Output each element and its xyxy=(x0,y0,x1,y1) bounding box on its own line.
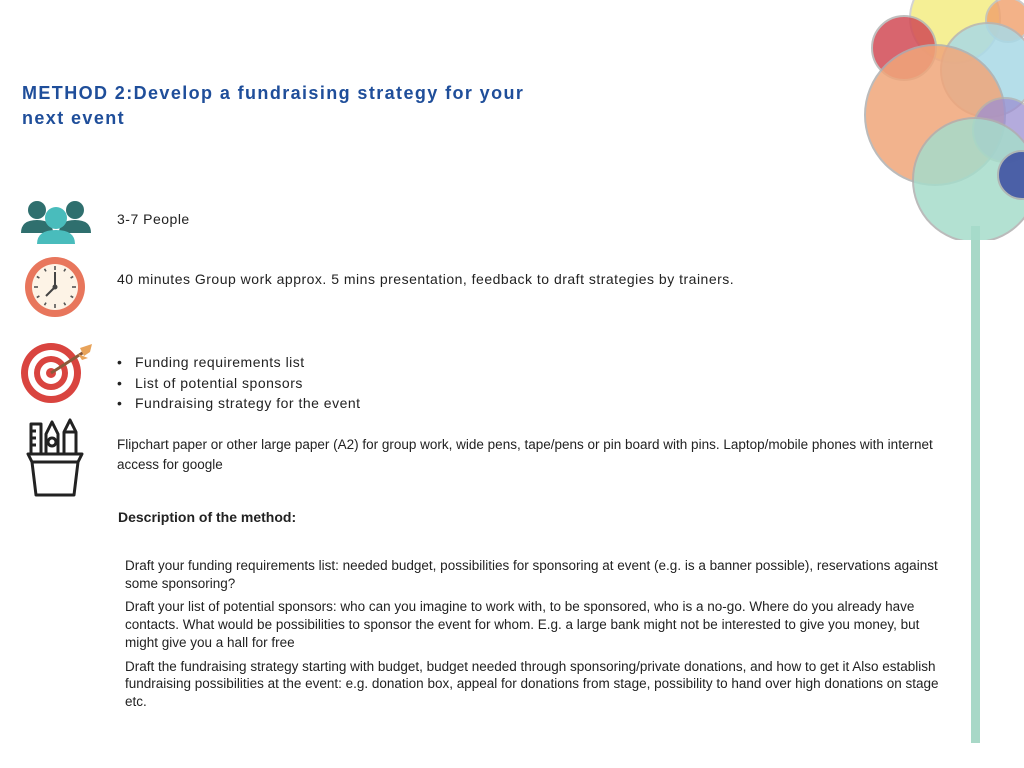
participants-text: 3-7 People xyxy=(117,211,190,227)
description-heading: Description of the method: xyxy=(118,509,297,525)
description-paragraph: Draft your list of potential sponsors: who can you imagine to work with, to be sponsored, who is a no-go. Where do you already have contacts. What would be possibilities to sponsor the event for whom. E.g. a large bank might not be interested to give you money, but might give you a hall for free xyxy=(125,599,920,650)
people-icon xyxy=(20,200,92,246)
materials-text: Flipchart paper or other large paper (A2) for group work, wide pens, tape/pens or pin board with pins. Laptop/mobile phones with internet access for google xyxy=(117,437,933,472)
target-icon xyxy=(20,340,94,404)
pencil-cup-icon xyxy=(26,418,84,498)
balloons-decoration xyxy=(860,0,1024,240)
outcome-item: • Funding requirements list xyxy=(117,352,361,373)
duration-text: 40 minutes Group work approx. 5 mins presentation, feedback to draft strategies by trainers. xyxy=(117,271,735,287)
description-paragraph: Draft your funding requirements list: needed budget, possibilities for sponsoring at event (e.g. is a banner possible), reservations against some sponsoring? xyxy=(125,558,938,591)
outcome-item: • List of potential sponsors xyxy=(117,373,361,394)
clock-icon xyxy=(24,256,86,318)
page-title xyxy=(22,81,582,131)
balloon-stem xyxy=(971,226,980,743)
title-line-2: next event xyxy=(22,108,126,128)
outcomes-list xyxy=(117,352,361,414)
description-paragraph: Draft the fundraising strategy starting with budget, budget needed through sponsoring/private donations, and how to get it Also establish fundraising possibilities at the event: e.g. donation box, appeal for donations from stage, possibility to hand over high donations on stage etc. xyxy=(125,658,939,709)
description-body xyxy=(125,557,940,717)
outcome-item: • Fundraising strategy for the event xyxy=(117,393,361,414)
title-line-1: METHOD 2:Develop a fundraising strategy for your xyxy=(22,83,525,103)
